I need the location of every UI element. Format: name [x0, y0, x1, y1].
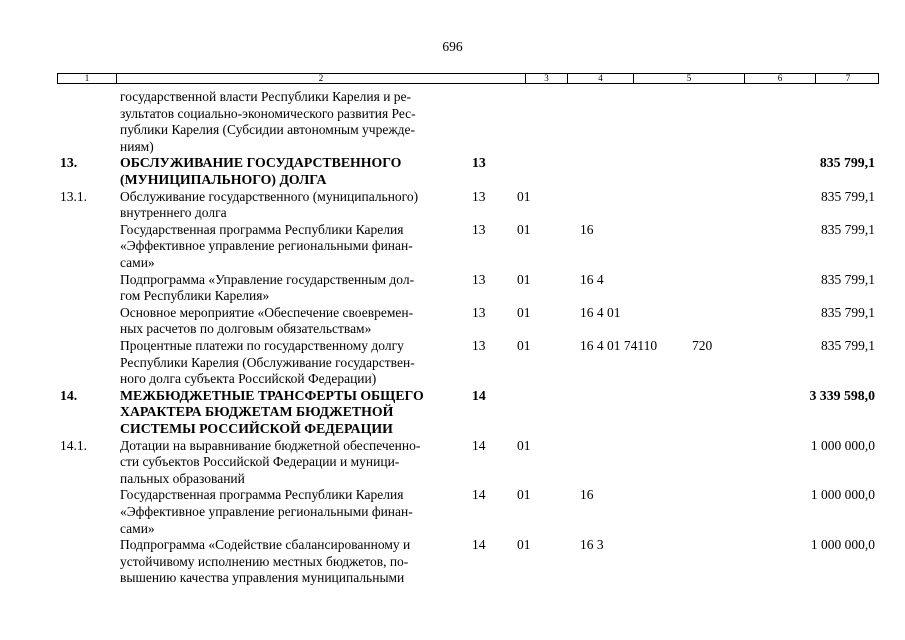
description-line: Государственная программа Республики Карелия — [120, 487, 404, 503]
row-description — [120, 222, 413, 272]
description-line: Обслуживание государственного (муниципального) — [120, 188, 419, 204]
section-code: 14 — [472, 487, 486, 503]
row-number: 13. — [60, 155, 78, 171]
target-code: 16 4 — [580, 271, 604, 287]
row-number: 14.1. — [60, 437, 87, 453]
row-number: 14. — [60, 387, 78, 403]
target-code: 16 — [580, 487, 594, 503]
description-line: Подпрограмма «Содействие сбалансированному и — [120, 537, 411, 553]
subsection-code: 01 — [517, 437, 531, 453]
description-line: Государственная программа Республики Карелия — [120, 221, 404, 237]
description-line: устойчивому исполнению местных бюджетов, по- — [120, 553, 409, 569]
header-col-3: 3 — [525, 74, 567, 83]
amount: 1 000 000,0 — [810, 437, 875, 453]
table-row — [0, 89, 905, 155]
subsection-code: 01 — [517, 221, 531, 237]
table-row — [0, 189, 905, 222]
section-code: 14 — [472, 437, 486, 453]
section-code: 13 — [472, 155, 486, 171]
table-row — [0, 305, 905, 338]
row-description — [120, 338, 415, 388]
target-code: 16 4 01 — [580, 304, 621, 320]
description-line: СИСТЕМЫ РОССИЙСКОЙ ФЕДЕРАЦИИ — [120, 420, 393, 436]
subsection-code: 01 — [517, 188, 531, 204]
section-code: 14 — [472, 387, 486, 403]
row-description — [120, 537, 410, 587]
subsection-code: 01 — [517, 337, 531, 353]
table-row — [0, 155, 905, 188]
expense-type-code: 720 — [692, 337, 713, 353]
description-line: гом Республики Карелия» — [120, 288, 270, 304]
subsection-code: 01 — [517, 487, 531, 503]
row-description — [120, 155, 401, 188]
description-line: ниям) — [120, 138, 154, 154]
section-code: 13 — [472, 271, 486, 287]
table-row — [0, 338, 905, 388]
amount: 835 799,1 — [819, 155, 875, 171]
table-row — [0, 388, 905, 438]
page-number: 696 — [442, 39, 463, 54]
description-line: ных расчетов по долговым обязательствам» — [120, 321, 372, 337]
description-line: «Эффективное управление региональными финан- — [120, 238, 413, 254]
description-line: Процентные платежи по государственному долгу — [120, 337, 404, 353]
description-line: МЕЖБЮДЖЕТНЫЕ ТРАНСФЕРТЫ ОБЩЕГО — [120, 387, 424, 403]
description-line: Республики Карелия (Обслуживание государствен- — [120, 354, 415, 370]
table-body — [0, 89, 905, 587]
description-line: ОБСЛУЖИВАНИЕ ГОСУДАРСТВЕННОГО — [120, 155, 402, 171]
description-line: (МУНИЦИПАЛЬНОГО) ДОЛГА — [120, 171, 327, 187]
target-code: 16 4 01 74110 — [580, 337, 658, 353]
description-line: «Эффективное управление региональными финан- — [120, 503, 413, 519]
description-line: государственной власти Республики Карелия и ре- — [120, 89, 412, 104]
target-code: 16 3 — [580, 537, 604, 553]
section-code: 14 — [472, 537, 486, 553]
amount: 1 000 000,0 — [810, 487, 875, 503]
table-row — [0, 487, 905, 537]
row-description — [120, 388, 424, 438]
row-description — [120, 487, 413, 537]
table-header-row — [57, 73, 879, 84]
table-row — [0, 222, 905, 272]
description-line: внутреннего долга — [120, 205, 227, 221]
description-line: сти субъектов Российской Федерации и муници- — [120, 454, 400, 470]
section-code: 13 — [472, 304, 486, 320]
subsection-code: 01 — [517, 304, 531, 320]
subsection-code: 01 — [517, 271, 531, 287]
description-line: Основное мероприятие «Обеспечение своевремен- — [120, 304, 414, 320]
table-row — [0, 537, 905, 587]
amount: 835 799,1 — [821, 221, 875, 237]
target-code: 16 — [580, 221, 594, 237]
amount: 835 799,1 — [821, 271, 875, 287]
section-code: 13 — [472, 221, 486, 237]
subsection-code: 01 — [517, 537, 531, 553]
description-line: Подпрограмма «Управление государственным дол- — [120, 271, 415, 287]
header-col-5: 5 — [633, 74, 744, 83]
amount: 835 799,1 — [821, 337, 875, 353]
amount: 835 799,1 — [821, 188, 875, 204]
section-code: 13 — [472, 337, 486, 353]
row-description — [120, 438, 420, 488]
description-line: зультатов социально-экономического развития Рес- — [120, 105, 416, 121]
description-line: вышению качества управления муниципальными — [120, 570, 405, 586]
description-line: сами» — [120, 520, 155, 536]
amount: 1 000 000,0 — [810, 537, 875, 553]
description-line: сами» — [120, 254, 155, 270]
description-line: ХАРАКТЕРА БЮДЖЕТАМ БЮДЖЕТНОЙ — [120, 404, 394, 420]
header-col-6: 6 — [744, 74, 815, 83]
amount: 3 339 598,0 — [809, 387, 875, 403]
header-col-1: 1 — [84, 73, 90, 83]
row-number: 13.1. — [60, 188, 87, 204]
table-row — [0, 272, 905, 305]
row-description — [120, 272, 414, 305]
amount: 835 799,1 — [821, 304, 875, 320]
header-col-7: 7 — [815, 74, 880, 83]
description-line: пальных образований — [120, 470, 245, 486]
section-code: 13 — [472, 188, 486, 204]
header-col-2: 2 — [116, 74, 525, 83]
description-line: Дотации на выравнивание бюджетной обеспеченно- — [120, 437, 421, 453]
row-description — [120, 189, 418, 222]
row-description — [120, 305, 413, 338]
table-row — [0, 438, 905, 488]
description-line: публики Карелия (Субсидии автономным учрежде- — [120, 122, 416, 138]
row-description — [120, 89, 416, 155]
description-line: ного долга субъекта Российской Федерации) — [120, 371, 377, 387]
header-col-4: 4 — [567, 74, 633, 83]
